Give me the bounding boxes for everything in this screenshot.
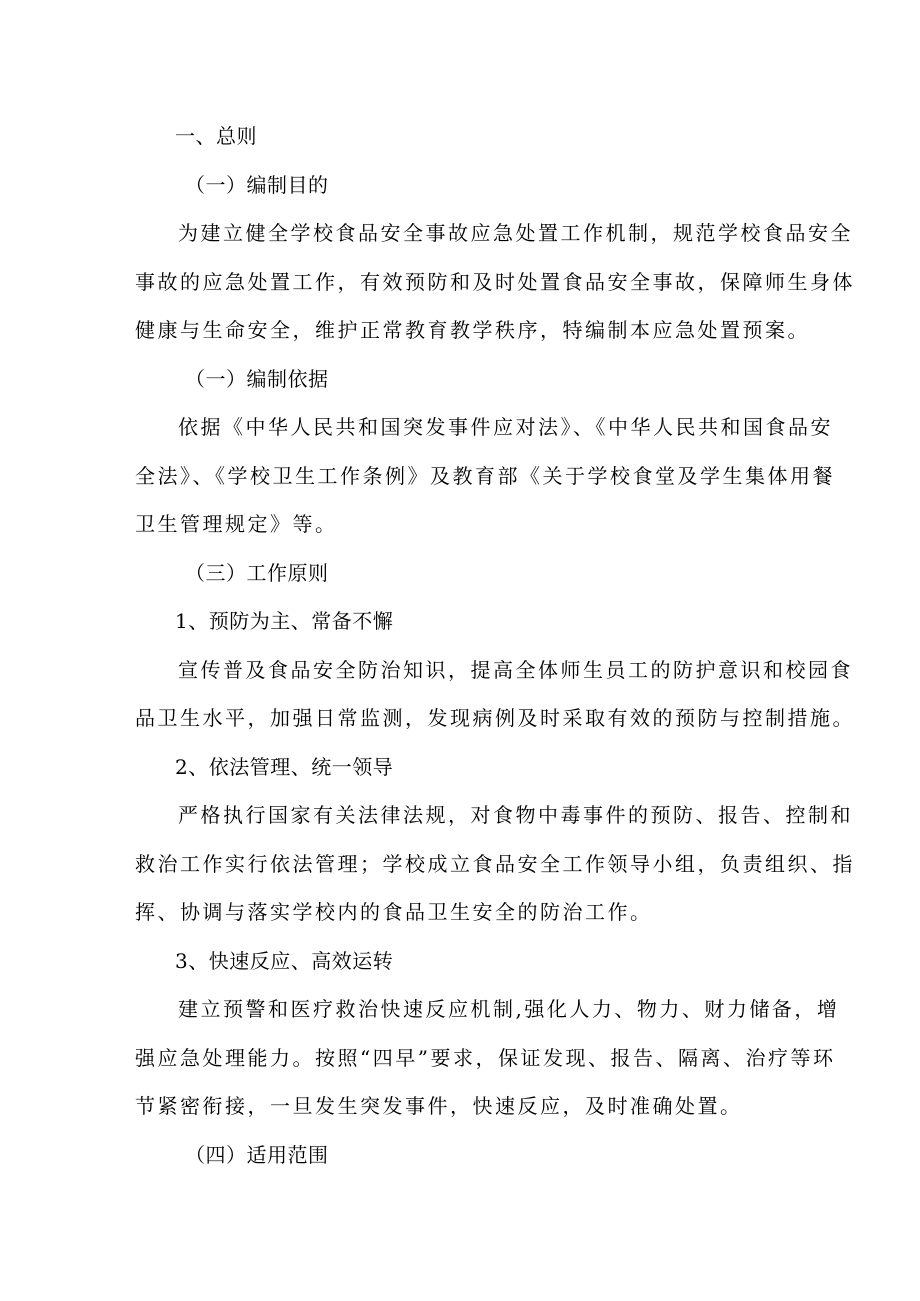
principles-heading: （三）工作原则 — [185, 560, 329, 585]
basis-paragraph-line: 全法》、《学校卫生工作条例》及教育部《关于学校食堂及学生集体用餐 — [135, 463, 835, 488]
document-body — [135, 112, 855, 1179]
basis-paragraph-line: 卫生管理规定》等。 — [135, 512, 338, 536]
principle-3-paragraph-line: 节紧密衔接，一旦发生突发事件，快速反应，及时准确处置。 — [135, 1094, 743, 1118]
principle-1-paragraph-line: 品卫生水平，加强日常监测，发现病例及时采取有效的预防与控制措施。 — [135, 706, 855, 730]
purpose-paragraph-line: 为建立健全学校食品安全事故应急处置工作机制，规范学校食品安全 — [178, 221, 853, 245]
principle-1-paragraph-line: 宣传普及食品安全防治知识，提高全体师生员工的防护意识和校园食 — [178, 657, 853, 682]
basis-heading: （一）编制依据 — [185, 366, 329, 391]
section-heading: 一、总则 — [175, 124, 257, 148]
principle-2-paragraph-line: 救治工作实行依法管理；学校成立食品安全工作领导小组，负责组织、指 — [135, 851, 855, 876]
principle-1-heading: 1、预防为主、常备不懈 — [175, 609, 394, 633]
principle-3-paragraph-line: 强应急处理能力。按照“四早”要求，保证发现、报告、隔离、治疗等环 — [135, 1045, 836, 1070]
purpose-paragraph-line: 事故的应急处置工作，有效预防和及时处置食品安全事故，保障师生身体 — [135, 269, 855, 294]
principle-3-paragraph-line: 建立预警和医疗救治快速反应机制,强化人力、物力、财力储备，增 — [178, 997, 840, 1021]
principle-2-paragraph-line: 挥、协调与落实学校内的食品卫生安全的防治工作。 — [135, 900, 653, 924]
basis-paragraph-line: 依据《中华人民共和国突发事件应对法》、《中华人民共和国食品安 — [178, 415, 833, 439]
principle-3-heading: 3、快速反应、高效运转 — [175, 948, 394, 973]
purpose-heading: （一）编制目的 — [185, 172, 329, 197]
principle-2-paragraph-line: 严格执行国家有关法律法规，对食物中毒事件的预防、报告、控制和 — [178, 803, 853, 827]
principle-2-heading: 2、依法管理、统一领导 — [175, 754, 394, 779]
scope-heading: （四）适用范围 — [185, 1142, 329, 1167]
purpose-paragraph-line: 健康与生命安全，维护正常教育教学秩序，特编制本应急处置预案。 — [135, 318, 810, 342]
